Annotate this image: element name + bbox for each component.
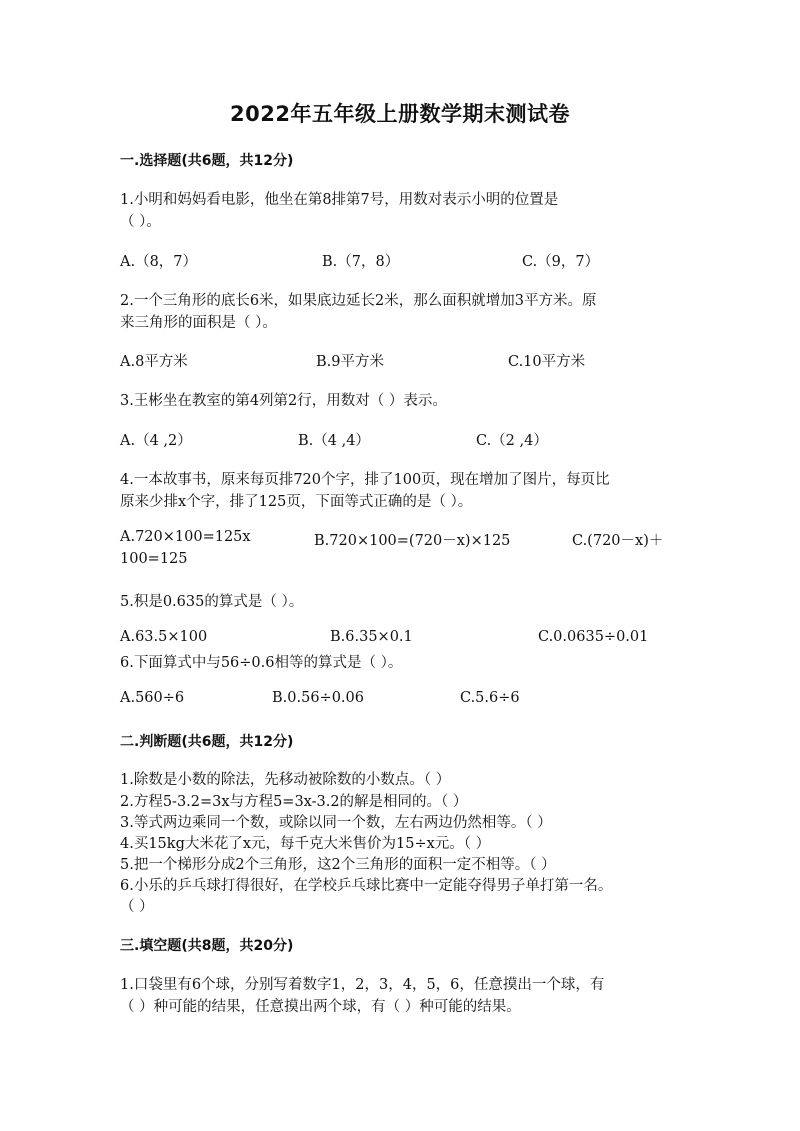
q3-option-c: C.（2 ,4）: [476, 433, 548, 449]
section-heading-fill-blank: 三.填空题(共8题，共20分): [120, 938, 294, 954]
q2-text-line2: 来三角形的面积是（ ）。: [120, 315, 277, 331]
q1-option-b: B.（7，8）: [322, 254, 400, 270]
q3-text: 3.王彬坐在教室的第4列第2行，用数对（ ）表示。: [120, 393, 447, 409]
judgement-item-3: 3.等式两边乘同一个数，或除以同一个数，左右两边仍然相等。（ ）: [120, 815, 552, 831]
judgement-item-6-continued: （ ）: [120, 899, 154, 915]
judgement-item-4: 4.买15kg大米花了x元，每千克大米售价为15÷x元。（ ）: [120, 836, 491, 852]
q5-option-b: B.6.35×0.1: [330, 629, 413, 645]
exam-title: 2022年五年级上册数学期末测试卷: [230, 102, 570, 126]
q4-text-line1: 4.一本故事书，原来每页排720个字，排了100页，现在增加了图片，每页比: [120, 472, 610, 488]
judgement-item-2: 2.方程5-3.2=3x与方程5=3x-3.2的解是相同的。（ ）: [120, 794, 468, 810]
q4-option-c: C.(720－x)＋: [572, 533, 664, 549]
q2-option-a: A.8平方米: [120, 354, 188, 370]
q6-option-b: B.0.56÷0.06: [272, 690, 364, 706]
q3-option-b: B.（4 ,4）: [298, 433, 370, 449]
q6-option-c: C.5.6÷6: [460, 690, 520, 706]
section-heading-judgement: 二.判断题(共6题，共12分): [120, 734, 294, 750]
q2-option-c: C.10平方米: [508, 354, 586, 370]
q5-option-c: C.0.0635÷0.01: [538, 629, 649, 645]
q5-text: 5.积是0.635的算式是（ ）。: [120, 594, 304, 610]
q6-text: 6.下面算式中与56÷0.6相等的算式是（ ）。: [120, 655, 403, 671]
judgement-item-6: 6.小乐的乒乓球打得很好，在学校乒乓球比赛中一定能夺得男子单打第一名。: [120, 878, 613, 894]
section-heading-choice: 一.选择题(共6题，共12分): [120, 153, 294, 169]
q1-option-a: A.（8，7）: [120, 254, 198, 270]
q3-option-a: A.（4 ,2）: [120, 433, 192, 449]
q4-option-a: A.720×100=125x: [120, 529, 251, 545]
fill-q1-line1: 1.口袋里有6个球，分别写着数字1，2，3，4，5，6，任意摸出一个球，有: [120, 977, 605, 993]
q4-option-b: B.720×100=(720－x)×125: [314, 533, 511, 549]
q6-option-a: A.560÷6: [120, 690, 185, 706]
fill-q1-line2: （ ）种可能的结果，任意摸出两个球，有（ ）种可能的结果。: [120, 999, 521, 1015]
q2-option-b: B.9平方米: [316, 354, 384, 370]
q1-text-line2: （ ）。: [120, 214, 161, 230]
q4-text-line2: 原来少排x个字，排了125页，下面等式正确的是（ ）。: [120, 494, 473, 510]
judgement-item-5: 5.把一个梯形分成2个三角形，这2个三角形的面积一定不相等。（ ）: [120, 857, 556, 873]
q4-option-c-continued: 100=125: [120, 551, 188, 567]
q1-option-c: C.（9，7）: [522, 254, 600, 270]
judgement-item-1: 1.除数是小数的除法，先移动被除数的小数点。（ ）: [120, 772, 451, 788]
q1-text-line1: 1.小明和妈妈看电影，他坐在第8排第7号，用数对表示小明的位置是: [120, 192, 559, 208]
q2-text-line1: 2.一个三角形的底长6米，如果底边延长2米，那么面积就增加3平方米。原: [120, 293, 597, 309]
q5-option-a: A.63.5×100: [120, 629, 208, 645]
